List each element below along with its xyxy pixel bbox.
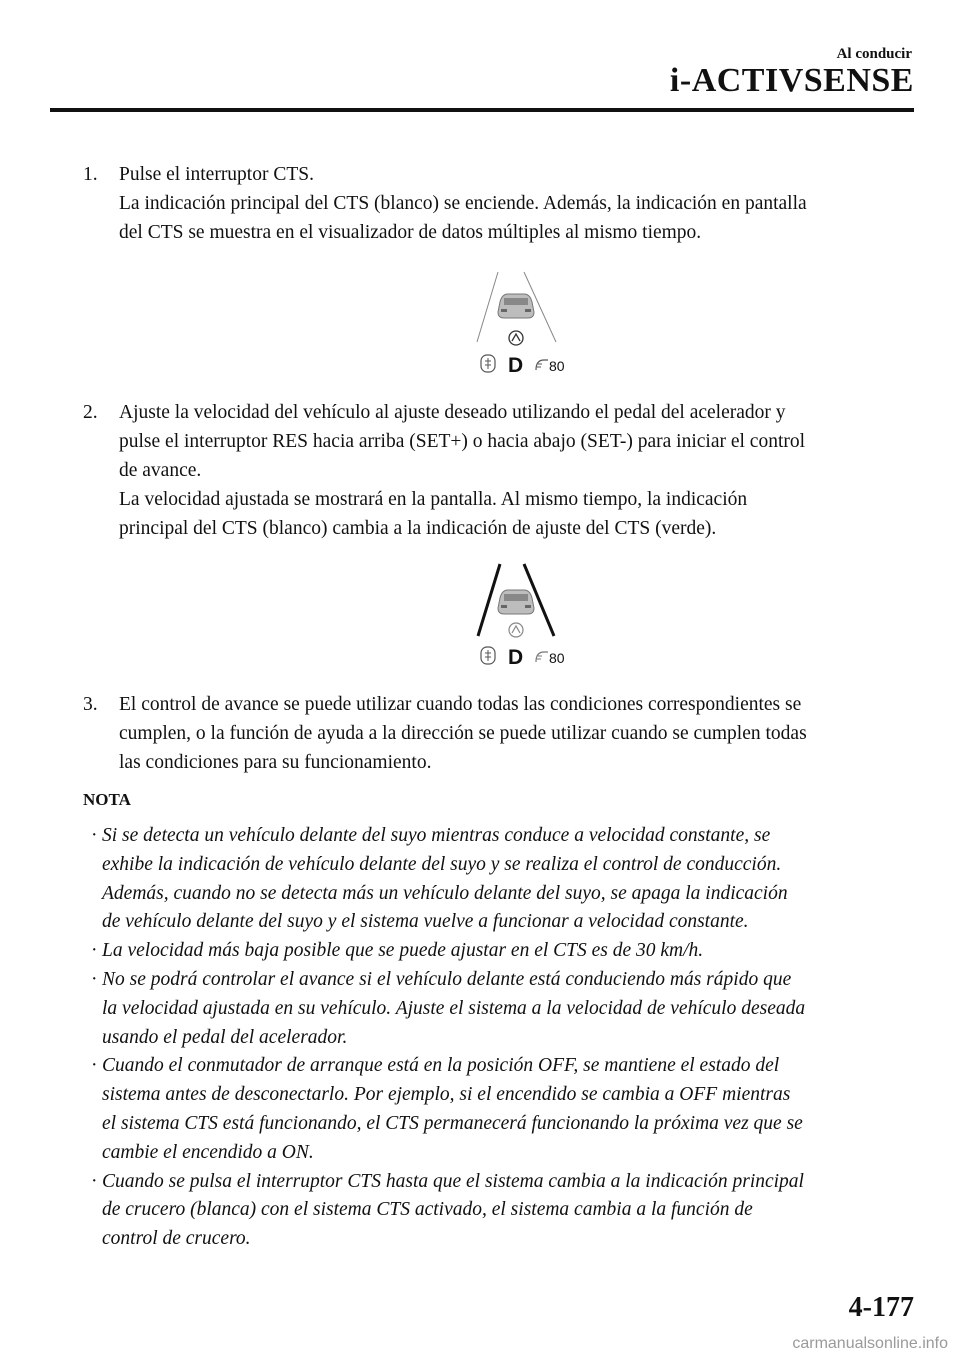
note-item — [91, 937, 921, 966]
note-line: Además, cuando no se detecta más un vehículo delante del suyo, se apaga la indicación — [102, 882, 788, 904]
bullet-icon: · — [91, 1170, 98, 1192]
vehicle-ahead-icon — [498, 294, 534, 318]
lane-line-left — [477, 272, 498, 342]
vehicle-ahead-icon — [498, 590, 534, 614]
own-vehicle-icon — [509, 623, 523, 637]
note-item — [91, 822, 921, 937]
lane-line-left — [478, 564, 500, 636]
page-title: i-ACTIVSENSE — [669, 62, 914, 99]
own-vehicle-icon — [509, 331, 523, 345]
steering-assist-icon — [481, 647, 495, 664]
note-line: de vehículo delante del suyo y el sistema vuelve a funcionar a velocidad constante. — [102, 911, 749, 933]
note-line: control de crucero. — [102, 1228, 251, 1250]
step-line: pulse el interruptor RES hacia arriba (SET+) o hacia abajo (SET-) para iniciar el control — [119, 431, 806, 452]
bullet-icon: · — [91, 1055, 98, 1077]
note-line: sistema antes de desconectarlo. Por ejemplo, si el encendido se cambia a OFF mientras — [102, 1084, 791, 1106]
note-item — [91, 1168, 921, 1254]
note-line: La velocidad más baja posible que se puede ajustar en el CTS es de 30 km/h. — [102, 940, 704, 962]
step-number: 2. — [83, 402, 98, 423]
step-1 — [83, 160, 913, 247]
note-line: el sistema CTS está funcionando, el CTS permanecerá funcionando la próxima vez que se — [102, 1112, 803, 1134]
set-speed-icon — [536, 652, 548, 662]
step-line: Ajuste la velocidad del vehículo al ajuste deseado utilizando el pedal del acelerador y — [119, 402, 786, 423]
step-number: 1. — [83, 164, 98, 185]
step-3 — [83, 690, 913, 777]
section-label: Al conducir — [836, 46, 912, 62]
set-speed-value: 80 — [549, 650, 565, 666]
note-line: cambie el encendido a ON. — [102, 1141, 314, 1163]
step-line: La velocidad ajustada se mostrará en la pantalla. Al mismo tiempo, la indicación — [119, 489, 748, 510]
steering-assist-icon — [481, 355, 495, 372]
step-line: El control de avance se puede utilizar cuando todas las condiciones correspondientes se — [119, 694, 802, 715]
note-line: usando el pedal del acelerador. — [102, 1026, 348, 1048]
header-divider — [50, 108, 914, 112]
step-line: de avance. — [119, 460, 202, 481]
step-line: La indicación principal del CTS (blanco) se enciende. Además, la indicación en pantalla — [119, 193, 807, 214]
note-item — [91, 966, 921, 1052]
step-line: del CTS se muestra en el visualizador de datos múltiples al mismo tiempo. — [119, 222, 702, 243]
note-item — [91, 1052, 921, 1167]
step-line: Pulse el interruptor CTS. — [119, 164, 314, 185]
note-line: Cuando el conmutador de arranque está en la posición OFF, se mantiene el estado del — [102, 1055, 780, 1077]
gear-indicator: D — [508, 646, 524, 669]
note-line: No se podrá controlar el avance si el vehículo delante está conduciendo más rápido que — [102, 968, 792, 990]
page-number: 4-177 — [848, 1292, 914, 1323]
note-line: exhibe la indicación de vehículo delante del suyo y se realiza el control de conducción. — [102, 853, 782, 875]
bullet-icon: · — [91, 940, 98, 962]
cts-display-figure-1 — [470, 268, 580, 378]
step-number: 3. — [83, 694, 98, 715]
set-speed-icon — [536, 360, 548, 370]
step-line: cumplen, o la función de ayuda a la dirección se puede utilizar cuando se cumplen todas — [119, 723, 807, 744]
gear-indicator: D — [508, 354, 524, 377]
step-line: principal del CTS (blanco) cambia a la indicación de ajuste del CTS (verde). — [119, 518, 717, 539]
step-line: las condiciones para su funcionamiento. — [119, 752, 432, 773]
note-line: Cuando se pulsa el interruptor CTS hasta que el sistema cambia a la indicación principal — [102, 1170, 804, 1192]
note-line: la velocidad ajustada en su vehículo. Ajuste el sistema a la velocidad de vehículo deseada — [102, 997, 806, 1019]
note-line: Si se detecta un vehículo delante del suyo mientras conduce a velocidad constante, se — [102, 825, 771, 846]
set-speed-value: 80 — [549, 358, 565, 374]
note-line: de crucero (blanca) con el sistema CTS activado, el sistema cambia a la función de — [102, 1199, 753, 1221]
watermark: carmanualsonline.info — [792, 1335, 948, 1352]
bullet-icon: · — [91, 968, 98, 990]
cts-display-figure-2 — [470, 558, 580, 670]
bullet-icon: · — [91, 825, 98, 846]
note-heading: NOTA — [83, 790, 131, 809]
note-list — [91, 822, 921, 1254]
step-2 — [83, 398, 913, 543]
